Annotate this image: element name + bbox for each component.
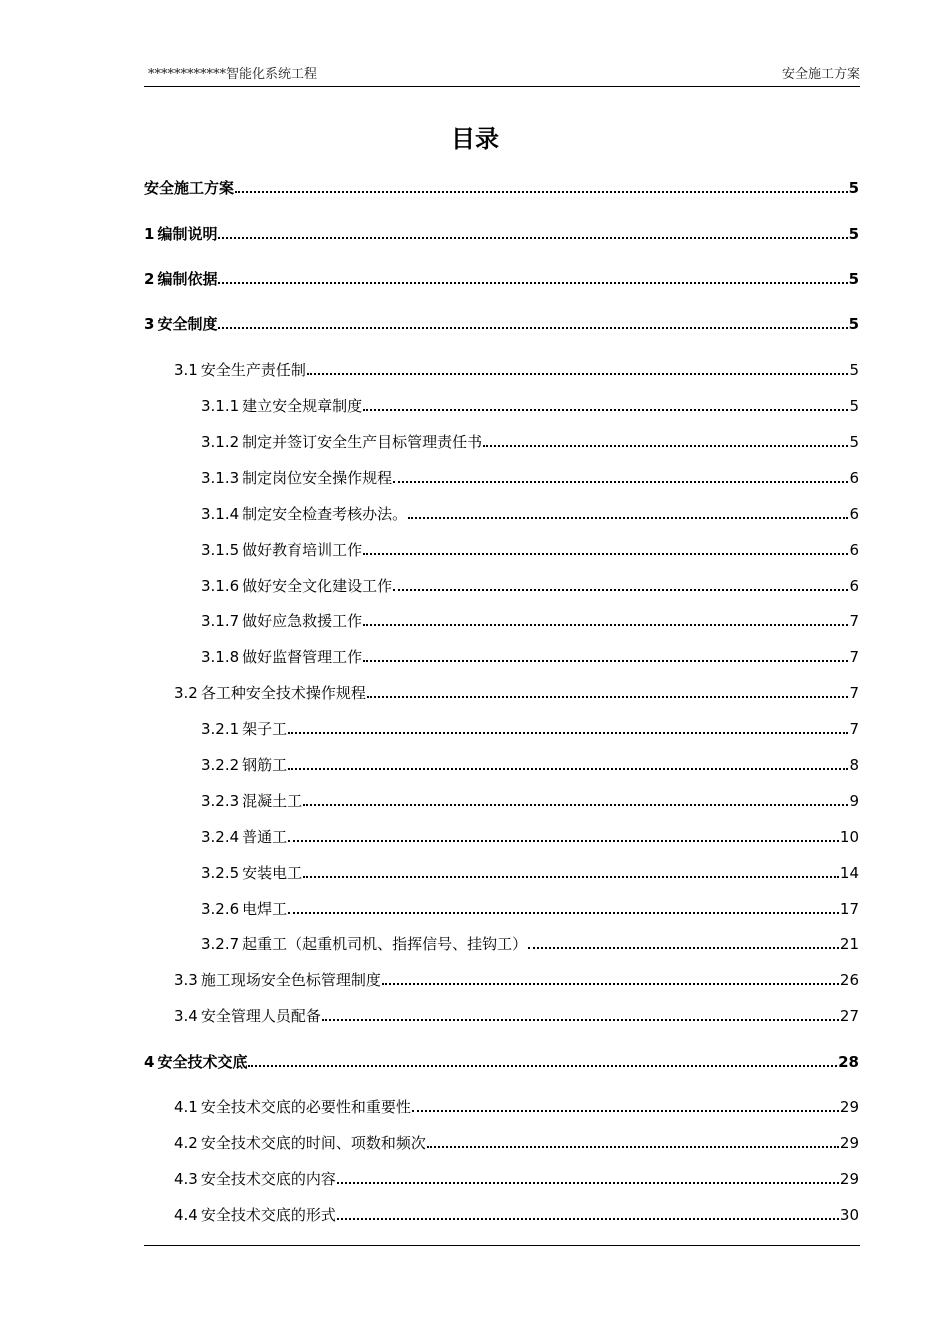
toc-dot-leader: [393, 589, 848, 591]
toc-page-number: 5: [848, 179, 859, 197]
toc-page-number: 28: [838, 1053, 859, 1071]
toc-entry-label: [201, 826, 287, 848]
toc-dot-leader: [303, 804, 848, 806]
toc-entry-number: 4.1: [174, 1098, 198, 1116]
toc-entry-number: 2: [144, 270, 155, 288]
toc-entry[interactable]: [174, 969, 859, 991]
toc-entry-number: 3.2.7: [201, 935, 240, 953]
toc-entry-number: 3.1.8: [201, 648, 240, 666]
toc-entry-label: [144, 1051, 247, 1073]
toc-entry-text: 安全施工方案: [144, 179, 235, 197]
toc-page-number: 29: [839, 1170, 859, 1188]
toc-entry-label: [144, 268, 217, 290]
toc-entry-text: 钢筋工: [242, 756, 288, 774]
toc-entry-label: [144, 177, 234, 199]
toc-entry-number: 1: [144, 225, 155, 243]
toc-entry-number: 3.1.6: [201, 577, 240, 595]
toc-entry[interactable]: [201, 898, 859, 920]
toc-entry-text: 电焊工: [242, 900, 288, 918]
toc-entry-number: 3.2: [174, 684, 198, 702]
toc-entry[interactable]: [201, 754, 859, 776]
toc-entry-text: 各工种安全技术操作规程: [200, 684, 366, 702]
toc-dot-leader: [288, 732, 848, 734]
toc-page-number: 27: [839, 1007, 859, 1025]
toc-entry-number: 3.2.2: [201, 756, 240, 774]
toc-entry-number: 3.2.1: [201, 720, 240, 738]
toc-entry-label: [201, 790, 302, 812]
toc-entry[interactable]: [201, 503, 859, 525]
toc-entry-label: [201, 610, 362, 632]
toc-page-number: 30: [839, 1206, 859, 1224]
toc-entry-label: [201, 431, 482, 453]
toc-entry[interactable]: [201, 646, 859, 668]
toc-dot-leader: [288, 912, 839, 914]
toc-entry-number: 3.1.7: [201, 612, 240, 630]
toc-entry[interactable]: [201, 610, 859, 632]
toc-entry-label: [174, 359, 306, 381]
toc-entry-number: 4.4: [174, 1206, 198, 1224]
page-header: [144, 66, 860, 87]
toc-entry-label: [174, 969, 381, 991]
toc-dot-leader: [412, 1110, 839, 1112]
toc-page-number: 17: [839, 900, 859, 918]
toc-entry[interactable]: [201, 790, 859, 812]
toc-entry-text: 做好安全文化建设工作: [242, 577, 393, 595]
toc-entry-label: [174, 1005, 321, 1027]
toc-dot-leader: [218, 237, 847, 239]
toc-entry-label: [174, 1096, 411, 1118]
toc-page-number: 26: [839, 971, 859, 989]
toc-title: 目录: [451, 125, 499, 153]
toc-entry[interactable]: [174, 1168, 859, 1190]
toc-entry-text: 制定并签订安全生产目标管理责任书: [242, 433, 483, 451]
toc-dot-leader: [235, 191, 848, 193]
toc-entry[interactable]: [201, 431, 859, 453]
toc-entry-text: 制定安全检查考核办法。: [242, 505, 408, 523]
toc-entry-text: 做好教育培训工作: [242, 541, 363, 559]
toc-dot-leader: [218, 282, 847, 284]
toc-page-number: 7: [849, 648, 859, 666]
toc-entry-text: 安全生产责任制: [200, 361, 306, 379]
toc-entry[interactable]: [201, 539, 859, 561]
toc-entry-number: 3: [144, 315, 155, 333]
toc-entry-text: 安装电工: [242, 864, 303, 882]
toc-dot-leader: [528, 947, 839, 949]
toc-dot-leader: [363, 624, 848, 626]
toc-entry-text: 安全技术交底: [157, 1053, 248, 1071]
toc-entry[interactable]: [201, 718, 859, 740]
toc-entry[interactable]: [201, 862, 859, 884]
toc-dot-leader: [288, 840, 839, 842]
toc-entry-label: [201, 933, 527, 955]
toc-entry-label: [201, 503, 407, 525]
toc-page-number: 10: [839, 828, 859, 846]
toc-entry-label: [201, 898, 287, 920]
toc-entry-text: 做好应急救援工作: [242, 612, 363, 630]
toc-dot-leader: [307, 373, 849, 375]
toc-entry-number: 3.2.6: [201, 900, 240, 918]
toc-dot-leader: [337, 1182, 839, 1184]
toc-entry-number: 3.4: [174, 1007, 198, 1025]
toc-entry[interactable]: [174, 359, 859, 381]
toc-dot-leader: [483, 445, 848, 447]
toc-entry-text: 编制依据: [157, 270, 218, 288]
toc-page-number: 5: [848, 270, 859, 288]
toc-dot-leader: [303, 876, 839, 878]
toc-entry-label: [144, 223, 217, 245]
toc-entry-label: [174, 1132, 426, 1154]
header-document-title: 安全施工方案: [781, 67, 860, 82]
toc-page-number: 6: [849, 505, 859, 523]
toc-entry-number: 4.3: [174, 1170, 198, 1188]
header-project-name: ************智能化系统工程: [148, 67, 318, 82]
toc-entry-text: 普通工: [242, 828, 288, 846]
toc-dot-leader: [393, 481, 848, 483]
toc-entry-label: [201, 862, 302, 884]
toc-entry-label: [201, 575, 392, 597]
toc-entry[interactable]: [174, 1005, 859, 1027]
toc-entry-number: 3.1.2: [201, 433, 240, 451]
toc-entry[interactable]: [201, 467, 859, 489]
toc-page-number: 6: [849, 577, 859, 595]
toc-entry-number: 3.2.5: [201, 864, 240, 882]
toc-entry-label: [201, 754, 287, 776]
toc-page-number: 7: [849, 720, 859, 738]
toc-entry[interactable]: [144, 268, 859, 290]
toc-dot-leader: [288, 768, 848, 770]
toc-page-number: 5: [848, 225, 859, 243]
toc-entry[interactable]: [174, 1204, 859, 1226]
toc-entry[interactable]: [144, 1051, 859, 1073]
toc-page-number: 5: [849, 433, 859, 451]
toc-entry-label: [144, 313, 217, 335]
toc-entry-text: 安全技术交底的必要性和重要性: [200, 1098, 411, 1116]
toc-entry-label: [201, 718, 287, 740]
toc-entry-text: 安全技术交底的时间、项数和频次: [200, 1134, 426, 1152]
toc-dot-leader: [337, 1218, 839, 1220]
toc-entry-label: [201, 395, 362, 417]
toc-dot-leader: [408, 517, 848, 519]
toc-page-number: 5: [849, 361, 859, 379]
toc-dot-leader: [363, 553, 848, 555]
toc-entry-number: 3.3: [174, 971, 198, 989]
toc-entry-number: 3.2.4: [201, 828, 240, 846]
toc-entry-text: 安全技术交底的形式: [200, 1206, 336, 1224]
toc-entry-number: 3.1.1: [201, 397, 240, 415]
toc-entry-number: 4: [144, 1053, 155, 1071]
toc-entry-number: 3.1.5: [201, 541, 240, 559]
toc-entry-text: 做好监督管理工作: [242, 648, 363, 666]
toc-page-number: 7: [849, 612, 859, 630]
toc-entry[interactable]: [201, 395, 859, 417]
toc-entry-label: [174, 1204, 336, 1226]
toc-entry-text: 架子工: [242, 720, 288, 738]
toc-entry-text: 制定岗位安全操作规程: [242, 469, 393, 487]
footer-rule: [144, 1245, 860, 1246]
toc-page-number: 9: [849, 792, 859, 810]
toc-entry-label: [201, 467, 392, 489]
toc-dot-leader: [322, 1019, 839, 1021]
toc-page-number: 5: [849, 397, 859, 415]
toc-entry-text: 施工现场安全色标管理制度: [200, 971, 381, 989]
toc-entry-number: 3.1.3: [201, 469, 240, 487]
toc-entry-text: 混凝土工: [242, 792, 303, 810]
toc-dot-leader: [367, 696, 849, 698]
toc-entry-label: [174, 682, 366, 704]
toc-entry[interactable]: [201, 575, 859, 597]
toc-page-number: 5: [848, 315, 859, 333]
toc-entry-label: [201, 539, 362, 561]
toc-page-number: 6: [849, 469, 859, 487]
toc-dot-leader: [427, 1146, 839, 1148]
toc-entry-text: 起重工（起重机司机、指挥信号、挂钩工）: [242, 935, 528, 953]
toc-dot-leader: [382, 983, 839, 985]
toc-dot-leader: [218, 327, 847, 329]
toc-page-number: 8: [849, 756, 859, 774]
toc-entry-number: 3.2.3: [201, 792, 240, 810]
toc-page-number: 6: [849, 541, 859, 559]
toc-entry-text: 安全管理人员配备: [200, 1007, 321, 1025]
toc-entry[interactable]: [174, 682, 859, 704]
toc-entry[interactable]: [144, 223, 859, 245]
toc-entry-number: 3.1: [174, 361, 198, 379]
toc-entry-text: 编制说明: [157, 225, 218, 243]
toc-page-number: 14: [839, 864, 859, 882]
toc-entry-text: 安全技术交底的内容: [200, 1170, 336, 1188]
toc-entry-text: 建立安全规章制度: [242, 397, 363, 415]
toc-entry[interactable]: [201, 933, 859, 955]
toc-entry-text: 安全制度: [157, 315, 218, 333]
toc-entry-number: 4.2: [174, 1134, 198, 1152]
toc-dot-leader: [363, 409, 848, 411]
toc-entry[interactable]: [144, 313, 859, 335]
toc-page-number: 29: [839, 1098, 859, 1116]
toc-page-number: 21: [839, 935, 859, 953]
toc-dot-leader: [363, 660, 848, 662]
toc-entry[interactable]: [201, 826, 859, 848]
toc-entry[interactable]: [174, 1132, 859, 1154]
toc-entry-label: [174, 1168, 336, 1190]
toc-dot-leader: [248, 1065, 837, 1067]
toc-entry-label: [201, 646, 362, 668]
toc-page-number: 29: [839, 1134, 859, 1152]
toc-page-number: 7: [849, 684, 859, 702]
toc-entry[interactable]: [144, 177, 859, 199]
toc-entry[interactable]: [174, 1096, 859, 1118]
toc-entry-number: 3.1.4: [201, 505, 240, 523]
